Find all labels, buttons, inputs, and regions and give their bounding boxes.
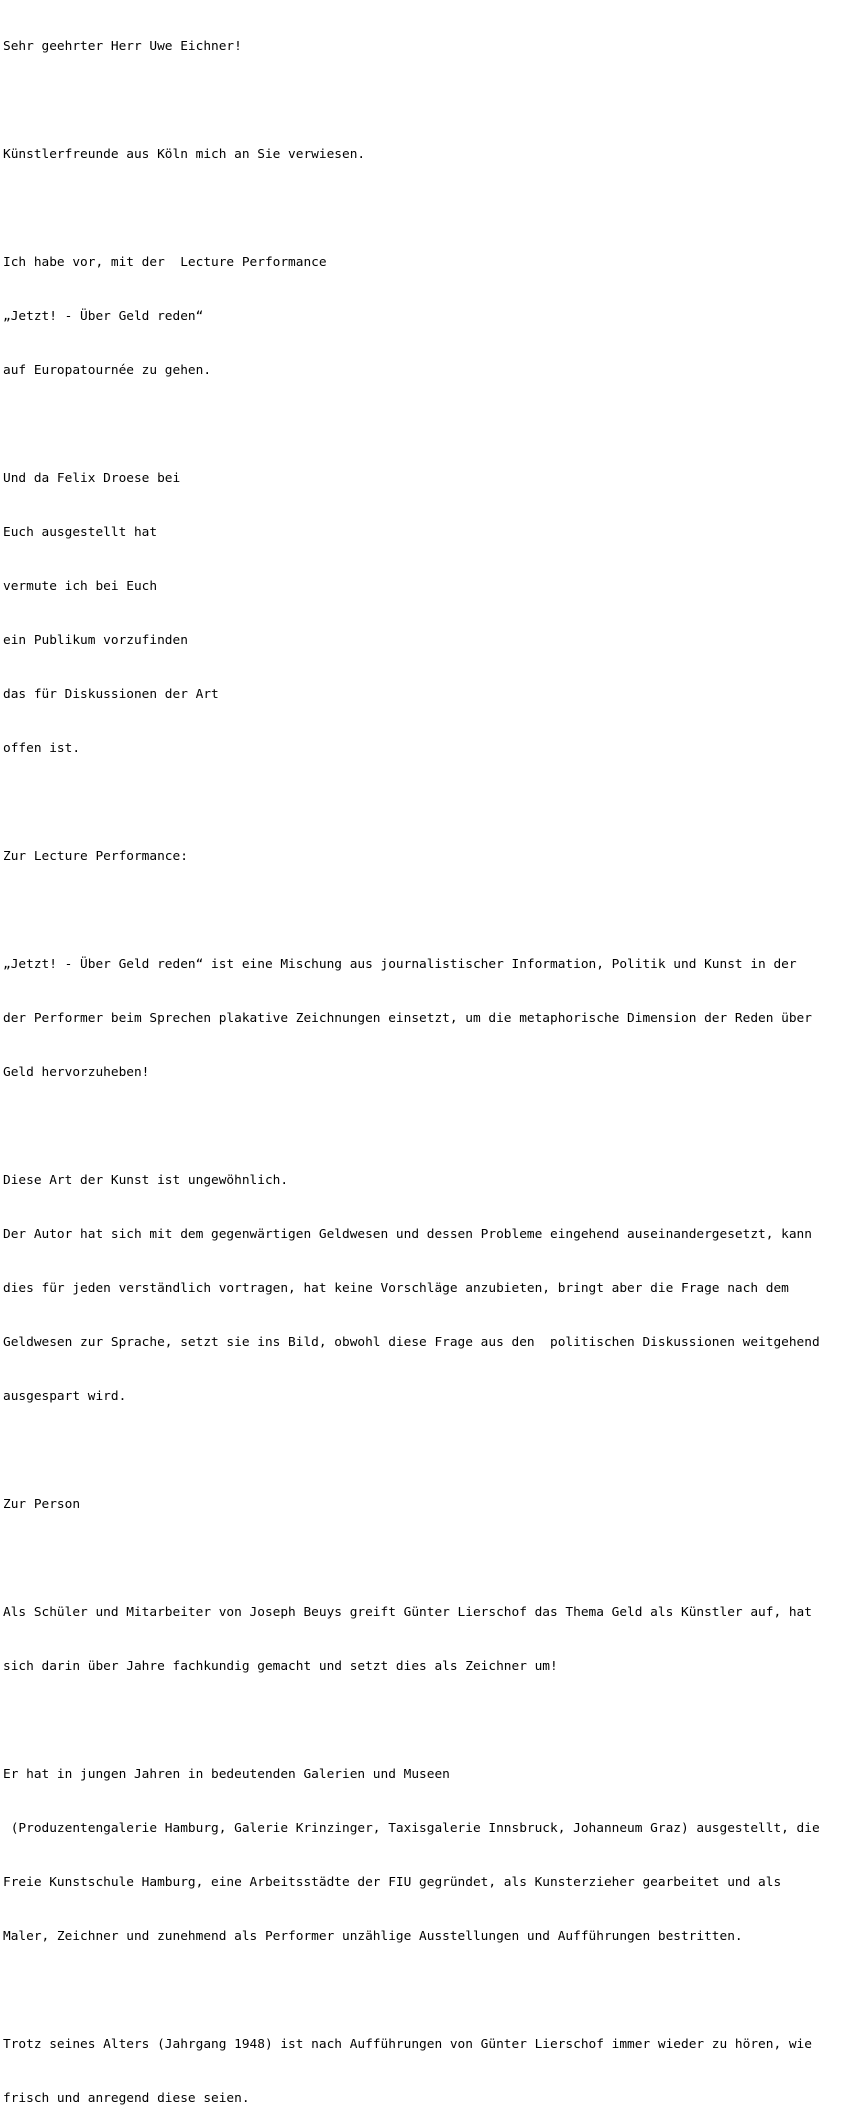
blank-line — [3, 902, 852, 920]
blank-line — [3, 1118, 852, 1136]
section-heading-performance: Zur Lecture Performance: — [3, 849, 188, 864]
text-line: Geld hervorzuheben! — [3, 1065, 150, 1080]
text-line: sich darin über Jahre fachkundig gemacht und setzt dies als Zeichner um! — [3, 1659, 558, 1674]
text-line: Freie Kunstschule Hamburg, eine Arbeitsstädte der FIU gegründet, als Kunsterzieher gearbeitet und als — [3, 1875, 782, 1890]
blank-line — [3, 416, 852, 434]
text-line: dies für jeden verständlich vortragen, hat keine Vorschläge anzubieten, bringt aber die Frage nach dem — [3, 1281, 789, 1296]
text-line: Geldwesen zur Sprache, setzt sie ins Bild, obwohl diese Frage aus den politischen Diskussionen weitgehend — [3, 1335, 820, 1350]
section-heading-person: Zur Person — [3, 1497, 81, 1512]
blank-line — [3, 92, 852, 110]
text-line: vermute ich bei Euch — [3, 579, 158, 594]
salutation-line: Sehr geehrter Herr Uwe Eichner! — [3, 39, 242, 54]
text-line: auf Europatournée zu gehen. — [3, 363, 212, 378]
text-line: „Jetzt! - Über Geld reden“ ist eine Mischung aus journalistischer Information, Politik und Kunst in der — [3, 957, 797, 972]
blank-line — [3, 200, 852, 218]
blank-line — [3, 1550, 852, 1568]
text-line: Und da Felix Droese bei — [3, 471, 181, 486]
text-line: ein Publikum vorzufinden — [3, 633, 188, 648]
text-line: das für Diskussionen der Art — [3, 687, 219, 702]
text-line: Als Schüler und Mitarbeiter von Joseph Beuys greift Günter Lierschof das Thema Geld als Künstler auf, hat — [3, 1605, 812, 1620]
blank-line — [3, 1442, 852, 1460]
text-line: Ich habe vor, mit der Lecture Performance — [3, 255, 327, 270]
text-line: Euch ausgestellt hat — [3, 525, 158, 540]
text-line: Trotz seines Alters (Jahrgang 1948) ist nach Aufführungen von Günter Lierschof immer wieder zu hören, wie — [3, 2037, 812, 2052]
text-line: ausgespart wird. — [3, 1389, 127, 1404]
text-line: Maler, Zeichner und zunehmend als Performer unzählige Ausstellungen und Aufführungen bestritten. — [3, 1929, 743, 1944]
text-line: Diese Art der Kunst ist ungewöhnlich. — [3, 1173, 289, 1188]
text-line: (Produzentengalerie Hamburg, Galerie Krinzinger, Taxisgalerie Innsbruck, Johanneum Graz) ausgestellt, die — [3, 1821, 820, 1836]
text-line: Künstlerfreunde aus Köln mich an Sie verwiesen. — [3, 147, 366, 162]
blank-line — [3, 1712, 852, 1730]
blank-line — [3, 1982, 852, 2000]
text-line: Er hat in jungen Jahren in bedeutenden Galerien und Museen — [3, 1767, 450, 1782]
text-line: offen ist. — [3, 741, 81, 756]
text-line: frisch und anregend diese seien. — [3, 2091, 250, 2106]
text-line: der Performer beim Sprechen plakative Zeichnungen einsetzt, um die metaphorische Dimension der Reden über — [3, 1011, 812, 1026]
text-line: Der Autor hat sich mit dem gegenwärtigen Geldwesen und dessen Probleme eingehend auseinandergesetzt, kann — [3, 1227, 812, 1242]
blank-line — [3, 794, 852, 812]
performance-title-line: „Jetzt! - Über Geld reden“ — [3, 309, 204, 324]
